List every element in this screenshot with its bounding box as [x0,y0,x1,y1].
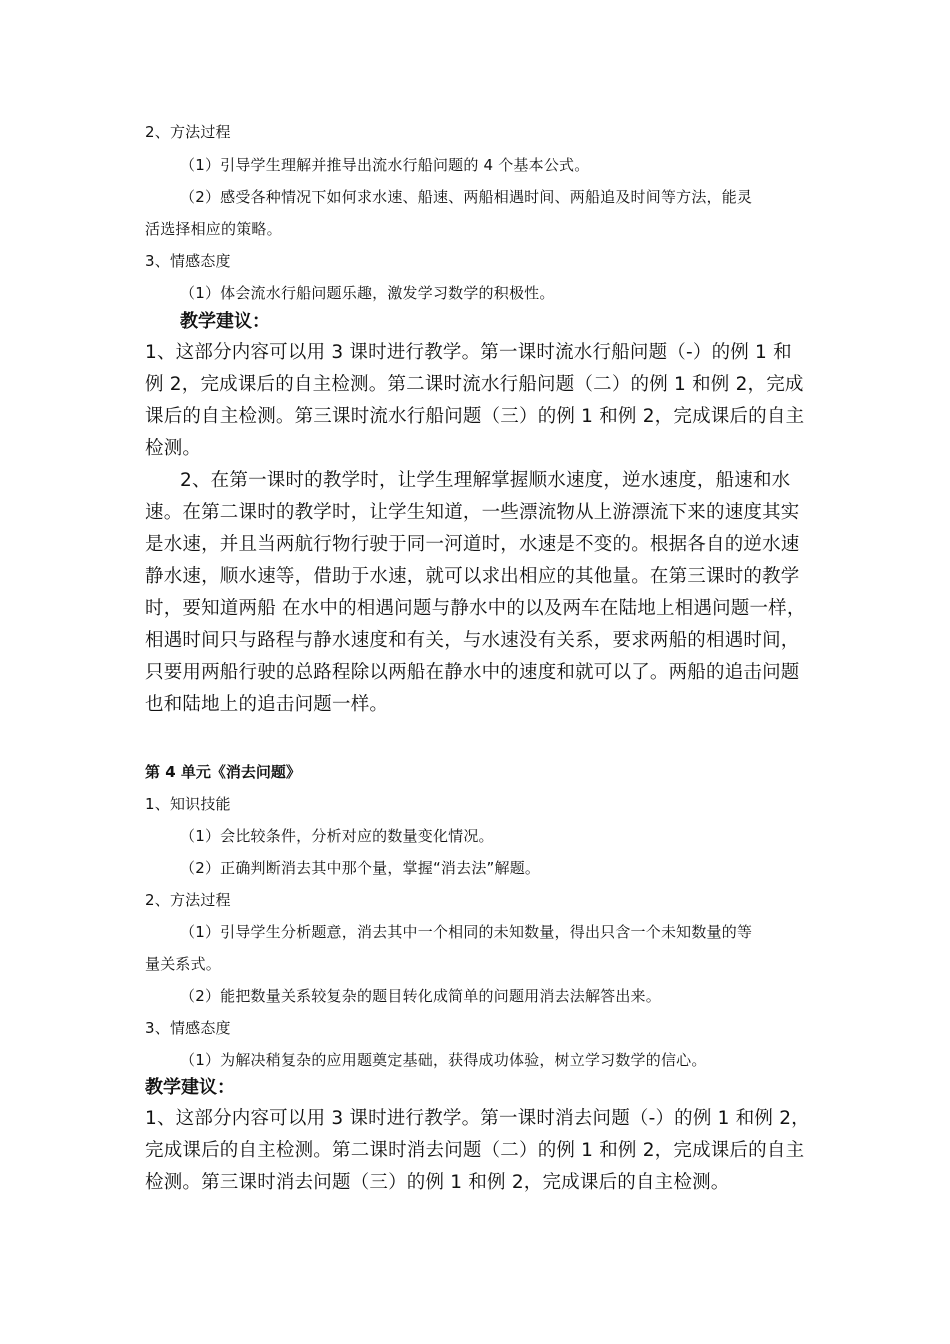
unit-4-advice-line-1: 1、这部分内容可以用 3 课时进行教学。第一课时消去问题（-）的例 1 和例 2， [145,1108,810,1129]
method-item-1: （1）引导学生理解并推导出流水行船问题的 4 个基本公式。 [180,156,590,174]
unit-4-skill-item-1: （1）会比较条件，分析对应的数量变化情况。 [180,827,494,845]
advice-paragraph-2-line-1: 2、在第一课时的教学时，让学生理解掌握顺水速度，逆水速度，船速和水 [180,470,791,491]
unit-4-method-item-1-line-1: （1）引导学生分析题意，消去其中一个相同的未知数量，得出只含一个未知数量的等 [180,923,753,941]
advice-paragraph-1-line-4: 检测。 [145,438,202,459]
unit-4-skill-item-2: （2）正确判断消去其中那个量，掌握“消去法”解题。 [180,859,541,877]
advice-paragraph-1-line-2: 例 2，完成课后的自主检测。第二课时流水行船问题（二）的例 1 和例 2，完成 [145,374,804,395]
advice-paragraph-2-line-2: 速。在第二课时的教学时，让学生知道，一些漂流物从上游漂流下来的速度其实 [145,502,800,523]
method-heading: 2、方法过程 [145,123,231,141]
unit-4-method-item-1-line-2: 量关系式。 [145,955,222,973]
unit-4-method-heading: 2、方法过程 [145,891,231,909]
emotion-item-1: （1）体会流水行船问题乐趣，激发学习数学的积极性。 [180,284,555,302]
unit-4-advice-line-2: 完成课后的自主检测。第二课时消去问题（二）的例 1 和例 2，完成课后的自主 [145,1140,805,1161]
unit-4-teaching-advice-heading: 教学建议： [145,1077,235,1098]
advice-paragraph-1-line-3: 课后的自主检测。第三课时流水行船问题（三）的例 1 和例 2，完成课后的自主 [145,406,805,427]
unit-4-title: 第 4 单元《消去问题》 [145,763,301,781]
advice-paragraph-2-line-5: 时，要知道两船 在水中的相遇问题与静水中的以及两车在陆地上相遇问题一样， [145,598,806,619]
advice-paragraph-2-line-6: 相遇时间只与路程与静水速度和有关，与水速没有关系，要求两船的相遇时间， [145,630,800,651]
unit-4-method-item-2: （2）能把数量关系较复杂的题目转化成简单的问题用消去法解答出来。 [180,987,661,1005]
emotion-heading: 3、情感态度 [145,252,231,270]
unit-4-skill-heading: 1、知识技能 [145,795,231,813]
unit-4-advice-line-3: 检测。第三课时消去问题（三）的例 1 和例 2，完成课后的自主检测。 [145,1172,730,1193]
advice-paragraph-2-line-4: 静水速，顺水速等，借助于水速，就可以求出相应的其他量。在第三课时的教学 [145,566,800,587]
advice-paragraph-1-line-1: 1、这部分内容可以用 3 课时进行教学。第一课时流水行船问题（-）的例 1 和 [145,342,792,363]
teaching-advice-heading: 教学建议： [180,311,270,332]
advice-paragraph-2-line-8: 也和陆地上的追击问题一样。 [145,694,389,715]
unit-4-emotion-item-1: （1）为解决稍复杂的应用题奠定基础，获得成功体验，树立学习数学的信心。 [180,1051,707,1069]
advice-paragraph-2-line-7: 只要用两船行驶的总路程除以两船在静水中的速度和就可以了。两船的追击问题 [145,662,800,683]
advice-paragraph-2-line-3: 是水速，并且当两航行物行驶于同一河道时，水速是不变的。根据各自的逆水速 [145,534,800,555]
unit-4-emotion-heading: 3、情感态度 [145,1019,231,1037]
method-item-2-line-2: 活选择相应的策略。 [145,220,282,238]
method-item-2-line-1: （2）感受各种情况下如何求水速、船速、两船相遇时间、两船追及时间等方法，能灵 [180,188,753,206]
